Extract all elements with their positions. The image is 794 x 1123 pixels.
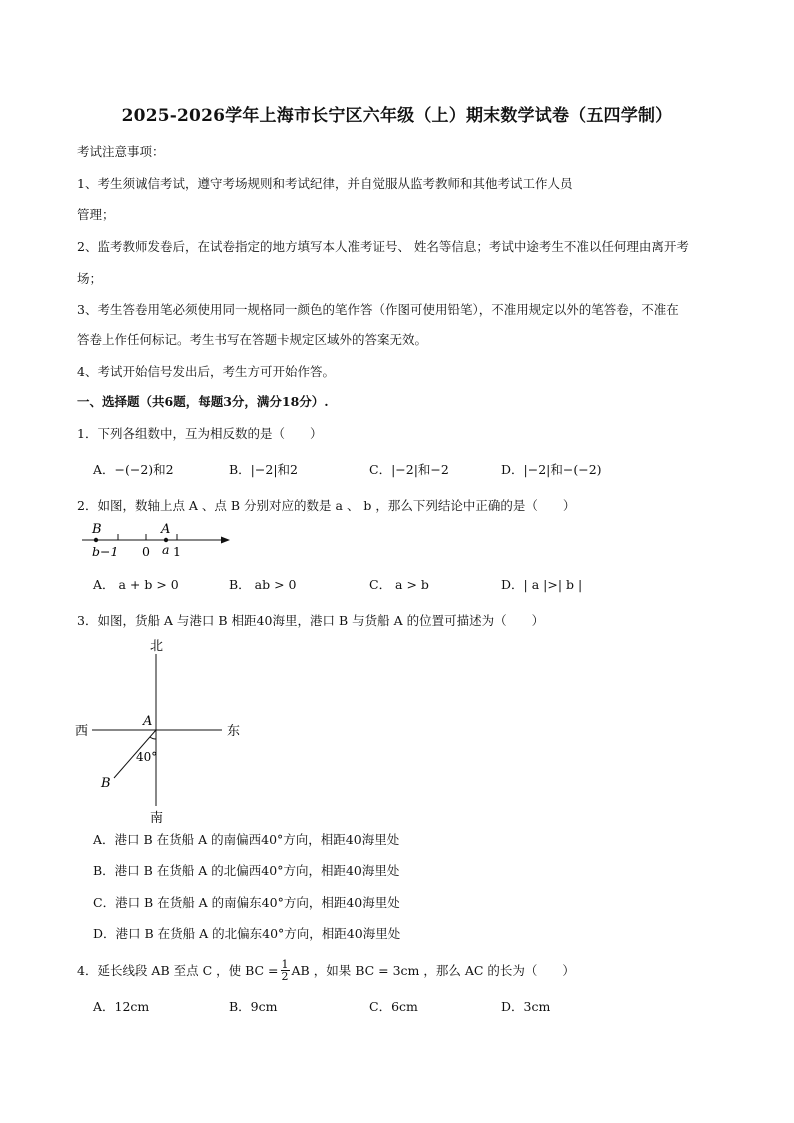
q1-option-c[interactable]: C．|−2|和−2 [369,462,449,477]
section-heading: 一、选择题（共6题，每题3分，满分18分）. [77,394,329,409]
q1-option-b[interactable]: B．|−2|和2 [229,462,298,477]
q3-option-b[interactable]: B．港口 B 在货船 A 的北偏西40°方向，相距40海里处 [93,863,400,878]
q3-option-a[interactable]: A．港口 B 在货船 A 的南偏西40°方向，相距40海里处 [93,832,400,847]
label-a-value: a [162,542,170,557]
angle-arc [150,737,156,739]
notice-line-3-cont: 答卷上作任何标记。考生书写在答题卡规定区域外的答案无效。 [77,332,428,347]
label-west: 西 [75,724,89,739]
q2-option-c[interactable]: C． a > b [369,577,429,592]
q4-option-a[interactable]: A．12cm [93,999,150,1014]
label-one: 1 [173,544,181,559]
q4-stem-part-a: 4．延长线段 AB 至点 C ，使 BC = [77,962,279,978]
notice-line-4: 4、考试开始信号发出后，考生方可开始作答。 [77,364,335,379]
q2-option-d[interactable]: D．| a |>| b | [501,577,583,592]
label-angle: 40° [136,750,158,764]
question-1-stem: 1．下列各组数中，互为相反数的是（ ） [77,426,323,441]
compass-figure [70,632,250,827]
label-north: 北 [150,639,164,654]
axis-arrow-icon [221,537,230,544]
exam-title: 2025-2026学年上海市长宁区六年级（上）期末数学试卷（五四学制） [121,106,673,126]
fraction-denominator: 2 [281,970,289,983]
number-line-figure [80,520,240,564]
notice-line-1-cont: 管理； [77,207,115,222]
label-point-a: A [143,714,153,729]
label-a: A [161,522,171,537]
q4-option-c[interactable]: C．6cm [369,999,418,1014]
fraction-one-half [281,959,290,982]
q1-option-d[interactable]: D．|−2|和−(−2) [501,462,602,477]
question-4-stem [77,959,575,982]
notice-line-3: 3、考生答卷用笔必须使用同一规格同一颜色的笔作答（作图可使用铅笔），不准用规定以外的笔答卷，不准在 [77,302,679,317]
point-b [94,538,98,542]
label-b: B [92,522,102,537]
q3-option-d[interactable]: D．港口 B 在货船 A 的北偏东40°方向，相距40海里处 [93,926,401,941]
label-east: 东 [227,724,241,739]
q3-option-c[interactable]: C．港口 B 在货船 A 的南偏东40°方向，相距40海里处 [93,895,400,910]
notice-line-2-cont: 场； [77,271,103,286]
q1-option-a[interactable]: A．−(−2)和2 [93,462,174,477]
notice-heading: 考试注意事项： [77,144,165,159]
fraction-numerator: 1 [281,958,289,971]
q2-option-b[interactable]: B． ab > 0 [229,577,297,592]
label-zero: 0 [142,544,150,559]
label-b-minus-1: b−1 [92,544,119,559]
question-3-stem: 3．如图，货船 A 与港口 B 相距40海里，港口 B 与货船 A 的位置可描述为（ ） [77,613,545,628]
notice-line-2: 2、监考教师发卷后，在试卷指定的地方填写本人准考证号、 姓名等信息；考试中途考生不准以任何理由离开考 [77,239,689,254]
q2-option-a[interactable]: A． a + b > 0 [93,577,179,592]
label-point-b: B [101,776,111,791]
question-2-stem: 2．如图，数轴上点 A 、点 B 分别对应的数是 a 、 b ，那么下列结论中正确的是（ ） [77,498,576,513]
notice-line-1: 1、考生须诚信考试，遵守考场规则和考试纪律，并自觉服从监考教师和其他考试工作人员 [77,176,573,191]
q4-option-b[interactable]: B．9cm [229,999,278,1014]
q4-stem-part-b: AB ，如果 BC = 3cm ，那么 AC 的长为（ ） [291,962,575,978]
label-south: 南 [150,811,164,826]
q4-option-d[interactable]: D．3cm [501,999,551,1014]
